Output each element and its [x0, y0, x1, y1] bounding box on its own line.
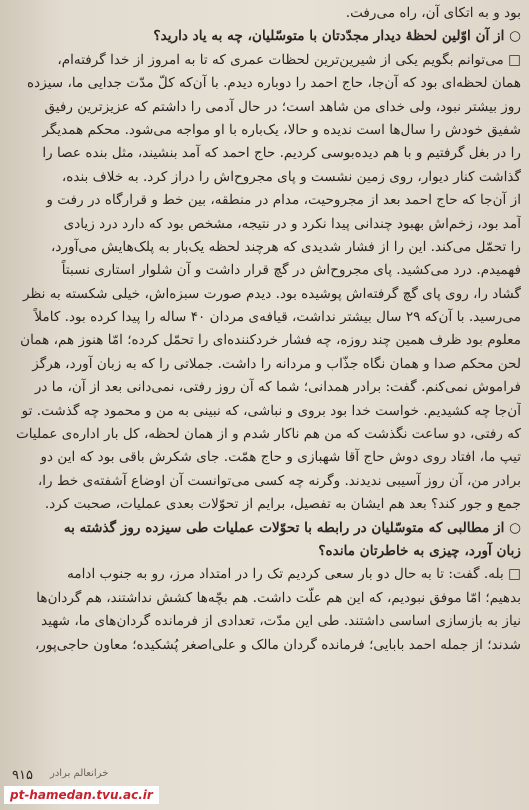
text-line: همان لحظه‌ای بود که آن‌جا، حاج احمد را دوباره دیدم. با آن‌که کلّ مدّت جدایی ما، سیزده — [27, 75, 521, 92]
text-line: لحن محکم صدا و همان نگاه جذّاب و مردانه را داشت. جملاتی را که به زبان آورد، هرگز — [32, 355, 521, 372]
text-line: شفیق خودش را سال‌ها است ندیده و حالا، یک‌باره با او مواجه می‌شود. محکم همدیگر — [42, 121, 521, 138]
running-title: خرانعالم برادر — [50, 768, 109, 779]
text-line: تیپ ما، افتاد روی دوش حاج آقا شهبازی و حاج همّت. جای شکرش باقی بود که این دو — [40, 449, 521, 466]
answer-line: □ می‌توانم بگویم یکی از شیرین‌ترین لحظات عمری که تا به امروز از خدا گرفته‌ام، — [57, 51, 521, 68]
text-line: فهمیدم. درد می‌کشید. پای مجروح‌اش در گچ قرار داشت و آن شلوار استاری نسبتاً — [61, 262, 521, 279]
page-footer — [0, 768, 529, 810]
text-line: از آن‌جا که حاج احمد بعد از مجروحیت، مدام در منطقه، بین خط و قرارگاه در رفت و — [46, 192, 521, 209]
text-line: بود و به اتکای آن، راه می‌رفت. — [345, 5, 521, 21]
text-line: جمع و جور کند؟ بعد هم ایشان به تفصیل، برایم از تحوّلات بعدی عملیات، صحبت کرد. — [44, 496, 521, 513]
body-text — [8, 2, 521, 657]
text-line: برادر من، آن روز آسیبی ندیدند. وگرنه چه کسی می‌توانست آن اوضاع آشفته‌ی خط را، — [37, 472, 521, 489]
page-number: ۹۱۵ — [12, 768, 33, 783]
text-line: می‌رسید. با آن‌که ۲۹ سال بیشتر نداشت، قیافه‌ی مردان ۴۰ ساله را پیدا کرده بود. کاملاً — [34, 309, 521, 326]
text-line: آمد بود، زخم‌اش بهبود چندانی پیدا نکرد و در نتیجه، مشخص بود که دارد درد زیادی — [63, 215, 521, 232]
text-line: بدهیم؛ امّا موفق نبودیم، که این هم علّت داشت. هم بچّه‌ها کشش نداشتند، هم گردان‌ها — [36, 589, 521, 606]
text-line: نیاز به بازسازی اساسی داشتند. طی این مدّت، تعدادی از فرمانده گردان‌های ما، شهید — [41, 613, 521, 630]
text-line: گشاد را، روی پای گچ گرفته‌اش پوشیده بود. دیدم صورت سبزه‌اش، خیلی شکسته به نظر — [22, 285, 521, 302]
text-line: آن‌جا چه کشیدیم. خواست خدا بود بروی و نباشی، که نبینی به من و محمود چه گذشت. تو — [21, 402, 521, 419]
text-line: گذاشت کنار دیوار، روی زمین نشست و پای مجروح‌اش را دراز کرد. به خلاف بنده، — [61, 168, 521, 185]
text-line: را تحمّل می‌کند. این را از فشار شدیدی که هرچند لحظه یک‌بار به پلک‌هایش می‌آورد، — [51, 238, 521, 255]
text-line: را در بغل گرفتیم و با هم دیده‌بوسی کردیم. حاج احمد که آمد بنشیند، مثل بنده عصا را — [42, 145, 521, 162]
answer-line: □ بله. گفت: تا به حال دو بار سعی کردیم تک را در امتداد مرز، رو به جنوب ادامه — [67, 566, 521, 583]
text-line: فراموش نمی‌کنم. گفت: برادر همدانی؛ شما که آن روز رفتی، نمی‌دانی بعد از آن، ما در — [34, 379, 521, 396]
question-line: زبان آورد، چیزی به خاطرتان مانده؟ — [318, 542, 521, 559]
text-line: شدند؛ از جمله احمد بابایی؛ فرمانده گردان مالک و علی‌اصغر پُشکیده؛ معاون حاجی‌پور، — [35, 636, 521, 653]
text-line: روز بیشتر نبود، ولی خدای من شاهد است؛ در حال آدمی را داشتم که عزیزترین رفیق — [44, 98, 521, 115]
text-line: که رفتی، دو ساعت نگذشت که من هم ناکار شدم و از همان لحظه، کل بار اداره‌ی عملیات — [15, 426, 521, 443]
question-line: ○ از آن اوّلین لحظهٔ دیدار مجدّدتان با متوسّلیان، چه به یاد دارید؟ — [153, 28, 521, 45]
question-line: ○ از مطالبی که متوسّلیان در رابطه با تحوّلات عملیات طی سیزده روز گذشته به — [63, 519, 521, 536]
text-line: معلوم بود ظرف همین چند روزه، چه فشار خردکننده‌ای را تحمّل کرده؛ امّا هنوز هم، همان — [20, 332, 521, 349]
watermark-url[interactable]: pt-hamedan.tvu.ac.ir — [4, 786, 159, 804]
